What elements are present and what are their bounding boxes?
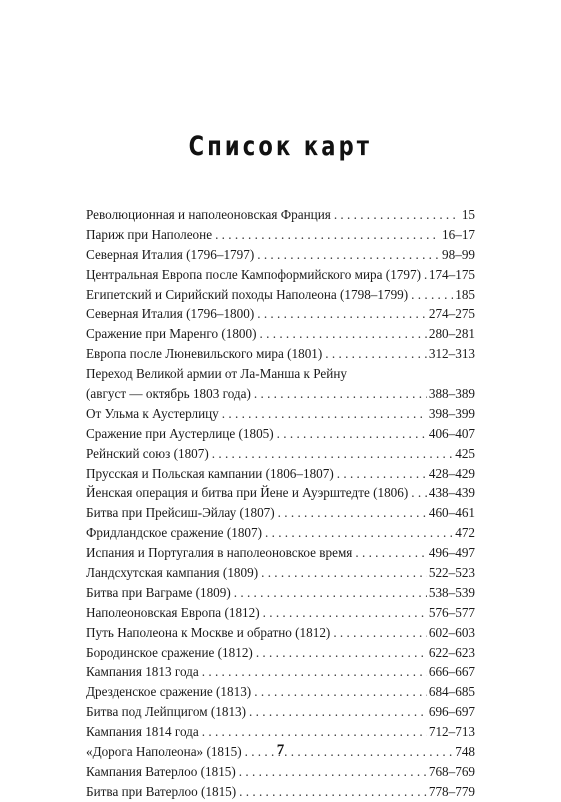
dot-leader — [260, 324, 427, 344]
dot-leader — [239, 782, 427, 802]
map-list-item — [86, 762, 475, 782]
map-pages: 16–17 — [442, 226, 475, 242]
map-pages: 472 — [455, 525, 475, 541]
map-pages: 768–769 — [428, 763, 475, 779]
map-pages: 425 — [455, 445, 475, 461]
dot-leader — [411, 483, 427, 503]
map-list-item — [86, 682, 475, 702]
dot-leader — [277, 424, 427, 444]
map-title: Битва при Ваграме (1809) — [86, 584, 231, 600]
dot-leader — [254, 682, 427, 702]
map-list-item — [86, 225, 475, 245]
map-list-item — [86, 782, 475, 802]
map-title: Северная Италия (1796–1797) — [86, 246, 255, 262]
map-pages: 602–603 — [428, 624, 475, 640]
dot-leader — [411, 285, 453, 305]
map-title: Кампания Ватерлоо (1815) — [86, 763, 236, 779]
dot-leader — [212, 444, 453, 464]
map-pages: 522–523 — [428, 565, 475, 581]
dot-leader — [215, 225, 440, 245]
map-title: Переход Великой армии от Ла-Манша к Рейну — [86, 366, 347, 382]
map-list-item — [86, 662, 475, 682]
map-title: Сражение при Аустерлице (1805) — [86, 425, 274, 441]
map-title: Прусская и Польская кампании (1806–1807) — [86, 465, 334, 481]
map-list-item — [86, 424, 475, 444]
map-title: Центральная Европа после Кампоформийского мира (1797) — [86, 266, 421, 282]
map-list-item — [86, 623, 475, 643]
dot-leader — [239, 762, 427, 782]
map-list-item — [86, 384, 475, 404]
map-pages: 398–399 — [428, 405, 475, 421]
map-title: Европа после Люневильского мира (1801) — [86, 346, 323, 362]
page-number: 7 — [276, 742, 285, 758]
map-title: Ландсхутская кампания (1809) — [86, 565, 259, 581]
dot-leader — [257, 304, 427, 324]
map-pages: 460–461 — [428, 505, 475, 521]
map-title: Революционная и наполеоновская Франция — [86, 207, 331, 222]
map-list-item — [86, 583, 475, 603]
dot-leader — [234, 583, 427, 603]
map-list-item — [86, 523, 475, 543]
map-title: Сражение при Маренго (1800) — [86, 326, 257, 342]
dot-leader — [254, 384, 427, 404]
dot-leader — [337, 464, 427, 484]
dot-leader — [222, 404, 427, 424]
map-pages: 185 — [455, 286, 475, 302]
map-pages: 712–713 — [428, 724, 475, 740]
map-list-item — [86, 563, 475, 583]
map-pages: 388–389 — [428, 386, 475, 402]
map-list — [86, 205, 475, 802]
map-pages: 312–313 — [428, 346, 475, 362]
map-list-item — [86, 304, 475, 324]
map-list-item — [86, 205, 475, 225]
map-title: Испания и Португалия в наполеоновское время — [86, 545, 353, 561]
map-pages: 622–623 — [428, 644, 475, 660]
map-title: Рейнский союз (1807) — [86, 445, 209, 461]
map-pages: 15 — [461, 207, 475, 222]
dot-leader — [333, 623, 427, 643]
map-title: Наполеоновская Европа (1812) — [86, 604, 260, 620]
map-list-item — [86, 722, 475, 742]
map-title: Битва под Лейпцигом (1813) — [86, 704, 247, 720]
page-title: Список карт — [188, 131, 373, 163]
map-title: Кампания 1813 года — [86, 664, 199, 680]
map-list-item — [86, 503, 475, 523]
map-pages: 748 — [455, 744, 475, 760]
map-pages: 280–281 — [428, 326, 475, 342]
map-title: «Дорога Наполеона» (1815) — [86, 744, 242, 760]
map-pages: 778–779 — [428, 783, 475, 799]
map-title: От Ульма к Аустерлицу — [86, 405, 219, 421]
dot-leader — [202, 722, 427, 742]
map-title: Йенская операция и битва при Йене и Ауэрштедте (1806) — [86, 485, 409, 501]
map-list-item — [86, 344, 475, 364]
dot-leader — [261, 563, 427, 583]
map-pages: 438–439 — [428, 485, 475, 501]
dot-leader — [278, 503, 427, 523]
dot-leader — [325, 344, 427, 364]
map-list-item — [86, 643, 475, 663]
map-title: Кампания 1814 года — [86, 724, 199, 740]
map-list-item — [86, 483, 475, 503]
map-pages: 428–429 — [428, 465, 475, 481]
map-title: Битва при Прейсиш-Эйлау (1807) — [86, 505, 275, 521]
dot-leader — [256, 643, 427, 663]
map-list-item — [86, 265, 475, 285]
map-list-item — [86, 324, 475, 344]
map-list-item — [86, 543, 475, 563]
map-list-item — [86, 702, 475, 722]
map-list-item — [86, 444, 475, 464]
dot-leader — [257, 245, 440, 265]
map-list-item — [86, 464, 475, 484]
dot-leader — [355, 543, 426, 563]
map-pages: 666–667 — [428, 664, 475, 680]
dot-leader — [265, 523, 453, 543]
map-pages: 274–275 — [428, 306, 475, 322]
map-pages: 684–685 — [428, 684, 475, 700]
dot-leader — [202, 662, 427, 682]
map-title: (август — октябрь 1803 года) — [86, 386, 251, 402]
map-title: Фридландское сражение (1807) — [86, 525, 262, 541]
map-pages: 496–497 — [428, 545, 475, 561]
map-list-item — [86, 404, 475, 424]
map-title: Париж при Наполеоне — [86, 226, 213, 242]
map-pages: 538–539 — [428, 584, 475, 600]
map-list-item — [86, 245, 475, 265]
map-title: Египетский и Сирийский походы Наполеона (1798–1799) — [86, 286, 409, 302]
map-title: Путь Наполеона к Москве и обратно (1812) — [86, 624, 331, 640]
map-pages: 696–697 — [428, 704, 475, 720]
map-list-item — [86, 285, 475, 305]
dot-leader — [263, 603, 427, 623]
dot-leader — [334, 205, 460, 225]
map-title: Северная Италия (1796–1800) — [86, 306, 255, 322]
dot-leader — [249, 702, 427, 722]
map-title: Битва при Ватерлоо (1815) — [86, 783, 237, 799]
map-pages: 98–99 — [442, 246, 475, 262]
map-list-item — [86, 603, 475, 623]
map-title: Бородинское сражение (1812) — [86, 644, 253, 660]
map-pages: 406–407 — [428, 425, 475, 441]
map-pages: 174–175 — [428, 266, 475, 282]
map-list-item — [86, 364, 475, 384]
map-title: Дрезденское сражение (1813) — [86, 684, 252, 700]
map-pages: 576–577 — [428, 604, 475, 620]
